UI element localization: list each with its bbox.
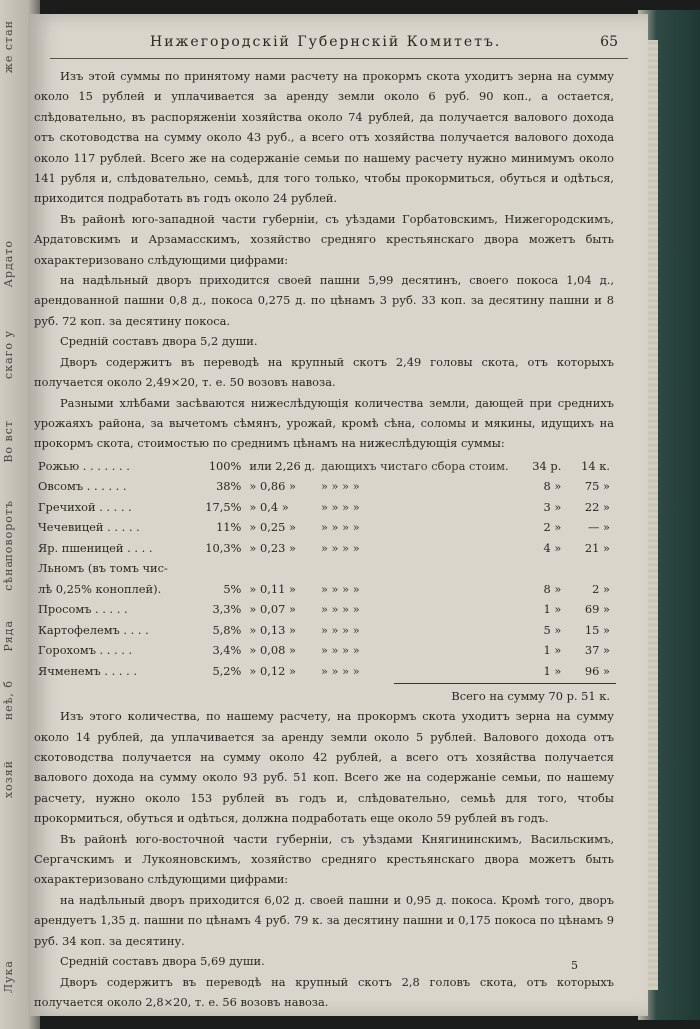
prev-page-fragment: неѣ, б [2,680,15,721]
paragraph: Средній составъ двора 5,69 души. [60,954,265,969]
table-cell-rub [522,558,561,579]
running-head [30,34,648,56]
table-cell-rest: » » » » [320,581,360,596]
table-cell-crop: Льномъ (въ томъ чис- [38,561,168,576]
paragraph: Изъ этой суммы по принятому нами расчету на прокормъ скота уходитъ зерна на сумму около 15 рублей и уплачивается за аренду земли около 6 руб. 90 коп., а остается, слѣдовательно, въ распоряженіи хозяйства около 74 рублей, да получается валового дохода отъ скотоводства на сумму около 43 руб., а всего отъ хозяйства получается валового дохода около 117 рублей. Всего же на содержаніе семьи по нашему расчету нужно минимумъ около 141 рубля и, слѣдовательно, семьѣ, для того только, чтобы прокормиться, обуться и одѣться, приходится подработать въ годъ около 24 рублей. [34,69,614,206]
table-cell-ili: » 0,08 » [249,643,296,658]
table-cell-crop: Чечевицей . . . . . [38,520,140,535]
table-cell-crop: Картофелемъ . . . . [38,622,149,637]
table-cell-kop: 22 » [584,499,610,514]
book-page [30,14,648,1016]
table-row [38,640,610,661]
table-row [38,661,610,682]
total-rule [394,683,616,684]
table-cell-kop: — » [588,520,610,535]
page-body [34,66,614,1012]
table-cell-crop: Горохомъ . . . . . [38,643,133,658]
paragraph: Изъ этого количества, по нашему расчету, на прокормъ скота уходитъ зерна на сумму около 14 рублей, да уплачивается за аренду земли около 5 рублей. Валового дохода отъ скотоводства получается на сумму около 42 рублей, а всего отъ хозяйства получается валового дохода на сумму около 93 руб. 51 коп. Всего же на содержаніе семьи, по нашему расчету, нужно около 153 рублей въ годъ и, слѣдовательно, семьѣ для того, чтобы прокормиться, обуться и одѣться, должна подработать еще около 59 рублей въ годъ. [34,709,614,826]
table-cell-ili: » 0,23 » [249,540,296,555]
table-cell-rub: 1 » [543,602,562,617]
prev-page-fragment: же стан [2,20,15,74]
table-cell-pct: 3,3% [212,602,242,617]
table-cell-rest: » » » » [320,663,360,678]
table-cell-pct: 17,5% [205,499,242,514]
table-cell-ili: » 0,86 » [249,479,296,494]
table-cell-rest: » » » » [320,499,360,514]
table-cell-crop: лѣ 0,25% коноплей). [38,581,162,596]
prev-page-fragment: Во вст [2,420,15,463]
table-cell-crop: Яр. пшеницей . . . . [38,540,153,555]
prev-page-fragment: хозяй [2,760,15,799]
table-cell-kop: 14 к. [581,458,610,473]
header-rule [50,58,628,59]
table-cell-rub: 1 » [543,643,562,658]
table-cell-rub: 5 » [543,622,562,637]
table-cell-pct: 100% [208,458,242,473]
table-row [38,497,610,518]
table-row [38,599,610,620]
table-cell-rub: 8 » [543,479,562,494]
table-cell-pct: 5,8% [212,622,242,637]
paragraph: на надѣльный дворъ приходится своей пашни 5,99 десятинъ, своего покоса 1,04 д., арендованной пашни 0,8 д., покоса 0,275 д. по цѣнамъ 3 руб. 33 коп. за десятину пашни и 8 руб. 72 коп. за десятину покоса. [34,273,614,328]
table-cell-rub: 2 » [543,520,562,535]
prev-page-fragment: сѣна [2,560,15,591]
table-total: Всего на сумму 70 р. 51 к. [451,689,610,704]
table-row [38,476,610,497]
table-cell-kop: 37 » [584,643,610,658]
table-row [38,456,610,477]
table-row [38,558,610,579]
table-row [38,538,610,559]
prev-page-fragment: Ардато [2,240,15,288]
table-cell-crop: Ячменемъ . . . . . [38,663,137,678]
table-row [38,517,610,538]
table-cell-rub: 34 р. [532,458,562,473]
table-cell-ili: » 0,07 » [249,602,296,617]
prev-page-fragment: скаго у [2,330,15,379]
table-cell-ili [249,558,321,579]
table-cell-rest: » » » » [320,520,360,535]
prev-page-fragment: поворотъ [2,500,15,562]
signature-mark: 5 [571,959,578,972]
paragraph: Въ районѣ юго-восточной части губерніи, съ уѣздами Княгининскимъ, Васильскимъ, Сергачскимъ и Лукояновскимъ, хозяйство средняго крестьянскаго двора можетъ быть охарактеризовано слѣдующими цифрами: [34,831,614,887]
table-cell-kop: 75 » [584,479,610,494]
table-cell-rest: » » » » [320,479,360,494]
table-cell-pct: 3,4% [212,643,242,658]
table-cell-crop: Овсомъ . . . . . . [38,479,127,494]
table-row [38,620,610,641]
table-cell-ili: » 0,11 » [249,581,296,596]
table-cell-rest [321,558,522,579]
paragraph: на надѣльный дворъ приходится 6,02 д. своей пашни и 0,95 д. покоса. Кромѣ того, дворъ арендуетъ 1,35 д. пашни по цѣнамъ 4 руб. 79 к. за десятину пашни и 0,175 покоса по цѣнамъ 9 руб. 34 коп. за десятину. [34,892,614,948]
page-number: 65 [600,34,618,50]
paragraph: Въ районѣ юго-западной части губерніи, съ уѣздами Горбатовскимъ, Нижегородскимъ, Ардатовскимъ и Арзамасскимъ, хозяйство средняго крестьянскаго двора можетъ быть охарактеризовано слѣдующими цифрами: [34,211,614,267]
table-cell-crop: Рожью . . . . . . . [38,458,130,473]
table-cell-ili: » 0,4 » [249,499,289,514]
prev-page-fragment: Ряда [2,620,15,652]
table-row [38,579,610,600]
prev-page-fragment: Лука [2,960,15,994]
paragraph: Дворъ содержитъ въ переводѣ на крупный скотъ 2,49 головы скота, отъ которыхъ получается около 2,49×20, т. е. 50 возовъ навоза. [34,354,614,390]
table-cell-pct: 11% [216,520,242,535]
paragraph: Дворъ содержитъ въ переводѣ на крупный скотъ 2,8 головъ скота, отъ которыхъ получается около 2,8×20, т. е. 56 возовъ навоза. [34,974,614,1009]
table-cell-ili: » 0,12 » [249,663,296,678]
table-cell-rub: 1 » [543,663,562,678]
table-cell-crop: Гречихой . . . . . [38,499,132,514]
table-cell-rest: » » » » [320,540,360,555]
crops-table [38,456,610,682]
table-cell-pct: 5,2% [212,663,242,678]
table-cell-ili: или 2,26 д. [249,458,316,473]
paragraph: Средній составъ двора 5,2 души. [60,334,258,349]
table-cell-rest: » » » » [320,622,360,637]
paragraph: Разными хлѣбами засѣваются нижеслѣдующія количества земли, дающей при среднихъ урожаяхъ района, за вычетомъ сѣмянъ, урожай, кромѣ сѣна, соломы и мякины, идущихъ на прокормъ скота, стоимостью по среднимъ цѣнамъ на нижеслѣдующія суммы: [34,395,614,451]
table-cell-ili: » 0,13 » [249,622,296,637]
table-cell-pct [187,558,250,579]
table-cell-rub: 8 » [543,581,562,596]
running-head-title: Нижегородскій Губернскій Комитетъ. [150,34,502,50]
table-cell-kop: 96 » [584,663,610,678]
table-cell-rub: 4 » [543,540,562,555]
table-cell-pct: 38% [216,479,242,494]
table-cell-kop: 2 » [592,581,610,596]
table-cell-kop [561,558,610,579]
table-cell-rest: » » » » [320,602,360,617]
table-cell-kop: 69 » [584,602,610,617]
table-cell-rest: дающихъ чистаго сбора стоим. [320,458,509,473]
table-cell-crop: Просомъ . . . . . [38,602,128,617]
table-cell-kop: 15 » [584,622,610,637]
table-cell-pct: 5% [223,581,242,596]
table-cell-rub: 3 » [543,499,562,514]
table-cell-pct: 10,3% [205,540,242,555]
table-cell-rest: » » » » [320,643,360,658]
table-cell-ili: » 0,25 » [249,520,296,535]
table-cell-kop: 21 » [584,540,610,555]
